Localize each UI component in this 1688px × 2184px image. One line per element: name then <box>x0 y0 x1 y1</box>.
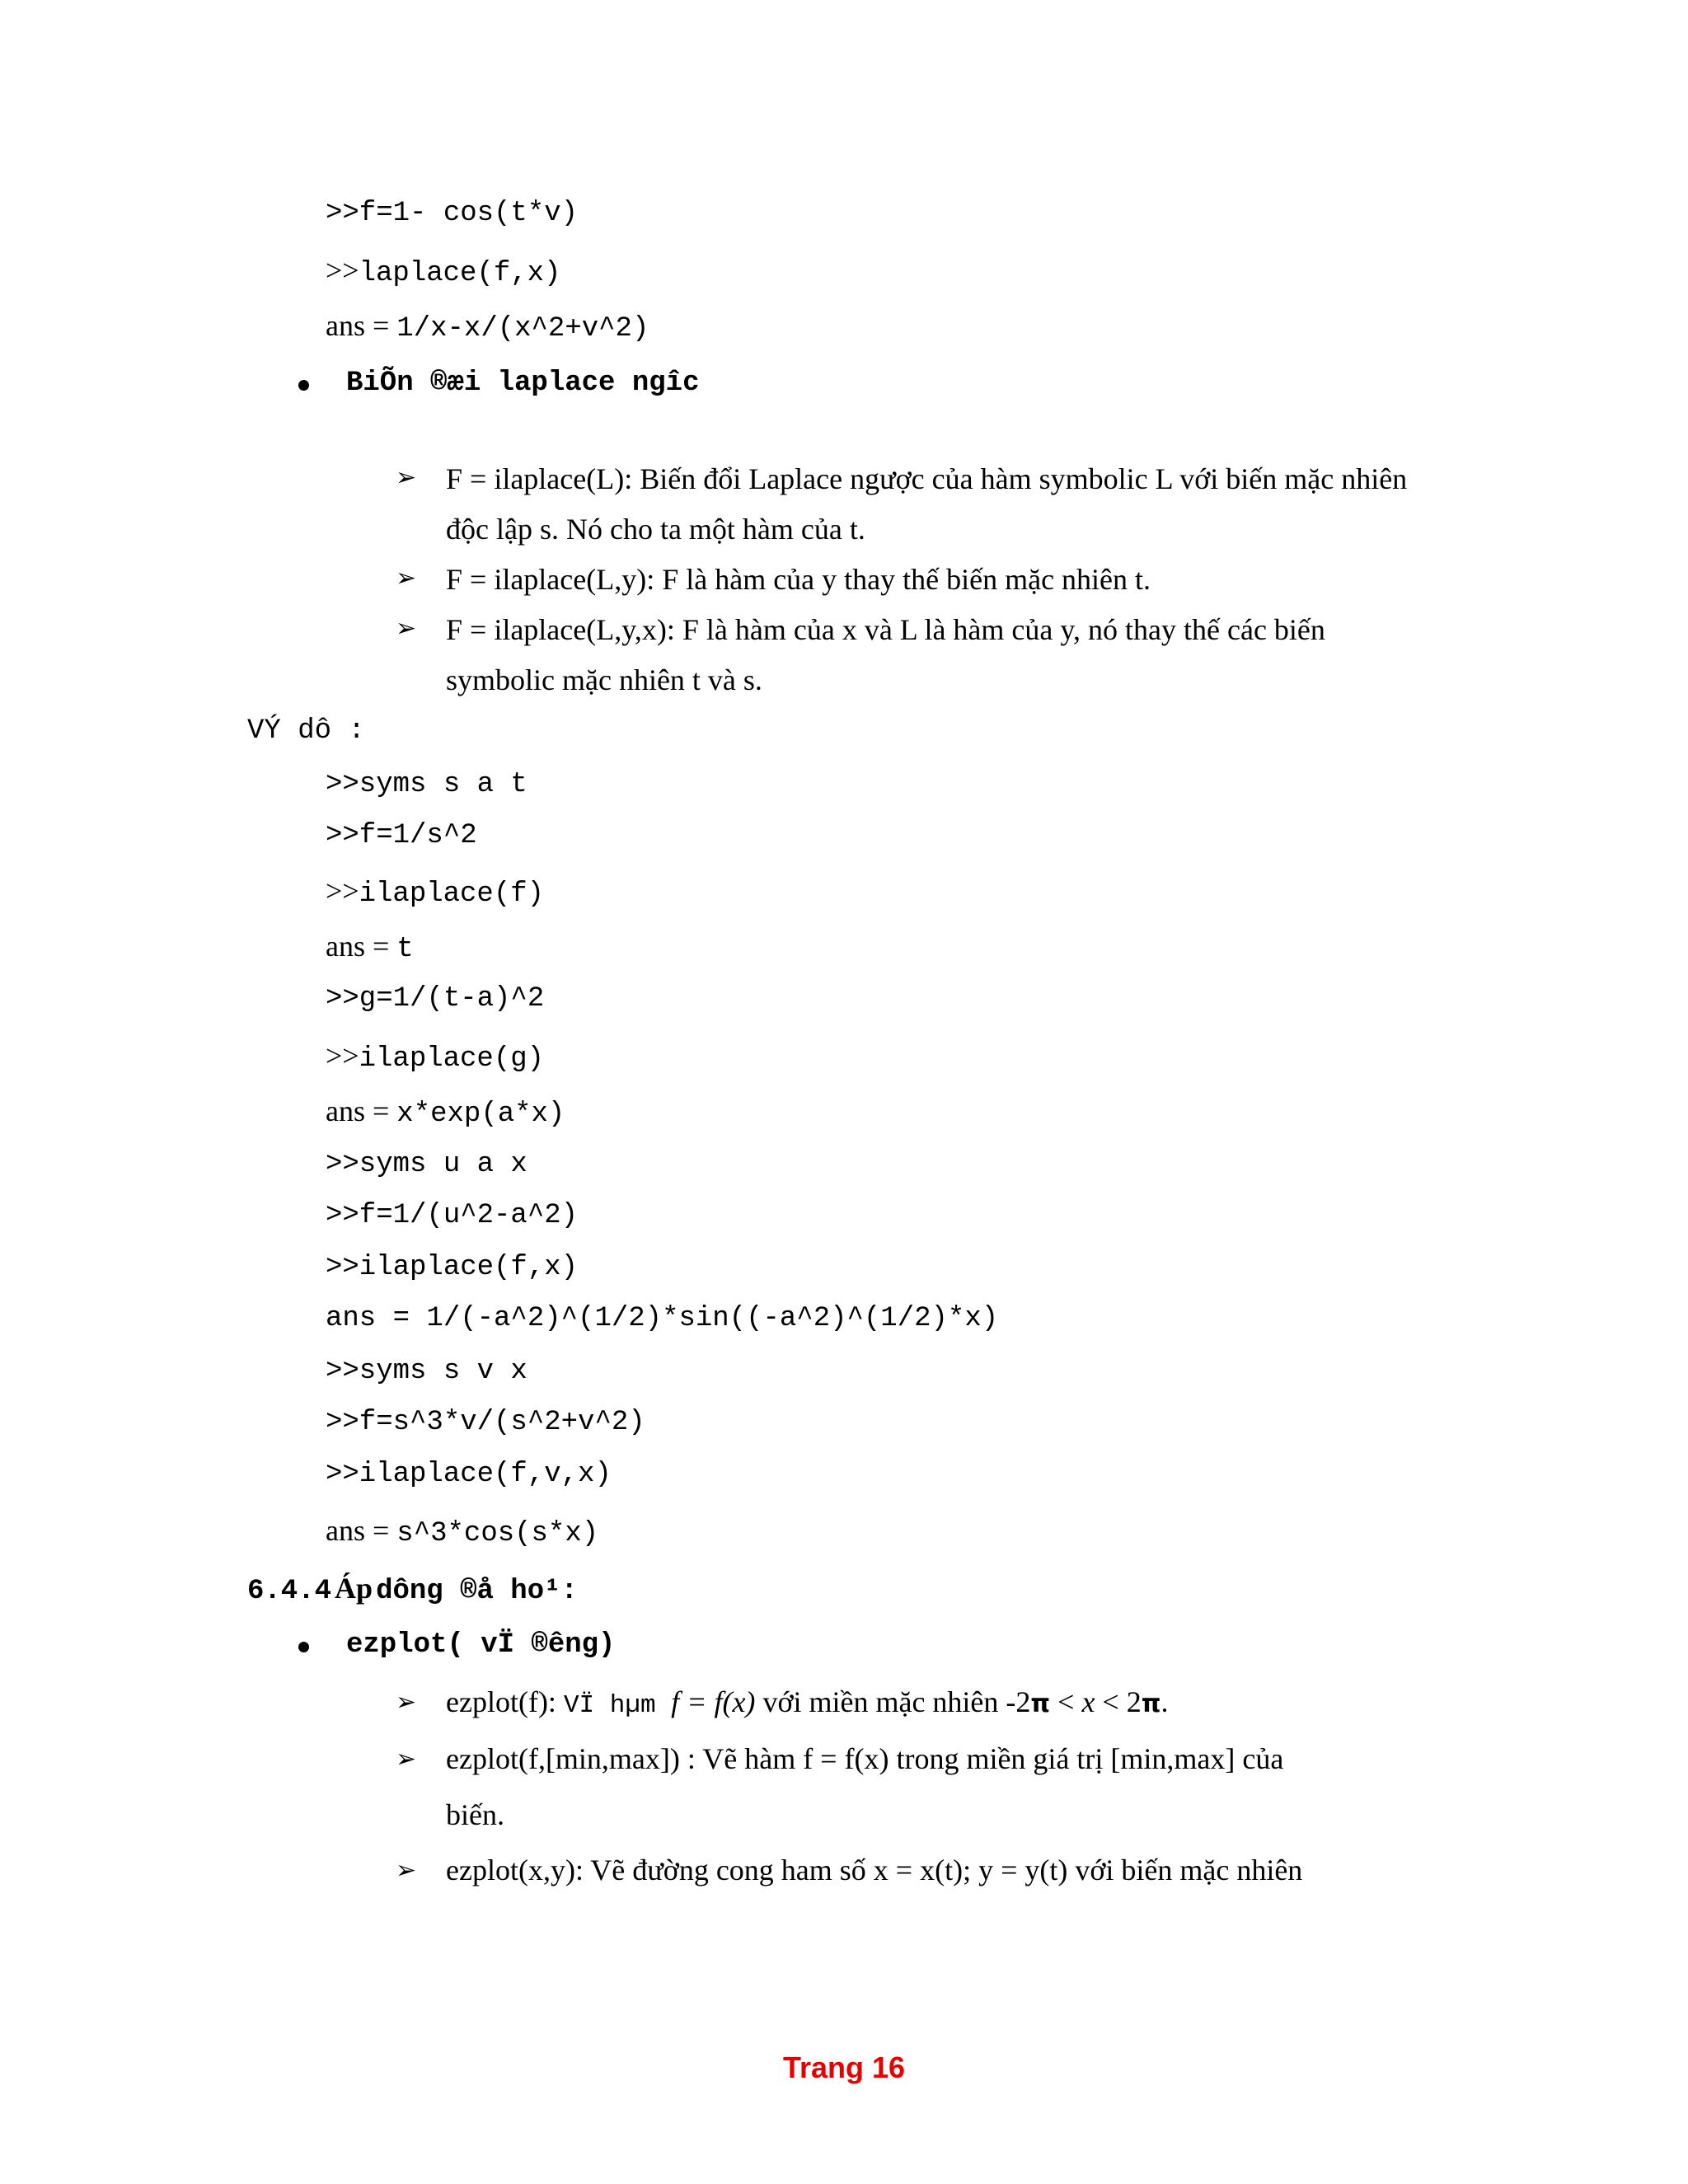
text-run: < <box>1050 1685 1082 1718</box>
code-line: >>f=s^3*v/(s^2+v^2) <box>326 1407 645 1438</box>
arrow-bullet-icon: ➢ <box>396 1856 417 1885</box>
ans-label: ans = <box>326 1094 397 1127</box>
command: laplace(f,x) <box>359 258 561 289</box>
prompt: >> <box>326 254 359 287</box>
arrow-bullet-icon: ➢ <box>396 614 417 643</box>
section-heading: BiÕn ®æi laplace ngîc <box>346 368 700 399</box>
list-item-line: F = ilaplace(L): Biến đổi Laplace ngược của hàm symbolic L với biến mặc nhiên <box>446 462 1408 495</box>
list-item-line: F = ilaplace(L,y): F là hàm của y thay thế biến mặc nhiên t. <box>446 563 1151 596</box>
code-line: >>syms s v x <box>326 1356 528 1387</box>
code-line <box>326 1038 544 1075</box>
text-run: f = f(x) <box>671 1685 756 1718</box>
code-line <box>326 874 544 910</box>
command: ilaplace(f) <box>359 879 545 910</box>
answer-line: ans = 1/(-a^2)^(1/2)*sin((-a^2)^(1/2)*x) <box>326 1303 999 1334</box>
code-line: >>ilaplace(f,x) <box>326 1252 579 1283</box>
text-run: VÏ hµm <box>563 1691 672 1720</box>
text-run: với miền mặc nhiên -2 <box>755 1685 1031 1718</box>
list-item-line: ezplot(f,[min,max]) : Vẽ hàm f = f(x) trong miền giá trị [min,max] của <box>446 1742 1284 1775</box>
code-line: >>f=1/s^2 <box>326 820 477 851</box>
list-item-line: độc lập s. Nó cho ta một hàm của t. <box>446 513 865 546</box>
arrow-bullet-icon: ➢ <box>396 564 417 593</box>
ans-value: x*exp(a*x) <box>396 1099 565 1130</box>
code-line: >>g=1/(t-a)^2 <box>326 983 545 1015</box>
text-run: < 2 <box>1095 1685 1142 1718</box>
ans-label: ans = <box>326 930 397 963</box>
answer-line <box>326 1094 565 1130</box>
text-run: ezplot(f): <box>446 1685 564 1718</box>
section-word: Áp <box>335 1572 373 1605</box>
code-line: >>syms s a t <box>326 769 528 800</box>
list-item-line <box>446 1685 1168 1720</box>
code-line <box>326 253 560 289</box>
text-run: x <box>1081 1685 1095 1718</box>
pi-symbol: π <box>1030 1690 1051 1718</box>
example-label: VÝ dô : <box>247 715 365 747</box>
code-line: >>f=1- cos(t*v) <box>326 198 579 229</box>
answer-line <box>326 308 649 344</box>
ans-value: 1/x-x/(x^2+v^2) <box>396 313 649 344</box>
code-line: >>f=1/(u^2-a^2) <box>326 1200 579 1231</box>
section-heading <box>247 1571 578 1607</box>
list-item-line: symbolic mặc nhiên t và s. <box>446 663 762 696</box>
list-item-line: biến. <box>446 1798 504 1831</box>
answer-line <box>326 1513 598 1549</box>
arrow-bullet-icon: ➢ <box>396 463 417 492</box>
list-item-line: F = ilaplace(L,y,x): F là hàm của x và L là hàm của y, nó thay thế các biến <box>446 613 1325 646</box>
answer-line <box>326 929 414 965</box>
ans-label: ans = <box>326 1514 397 1547</box>
prompt: >> <box>326 1039 359 1072</box>
section-number: 6.4.4 <box>247 1576 332 1607</box>
section-title: dông ®å ho¹: <box>376 1576 578 1607</box>
ans-value: t <box>396 934 414 965</box>
ans-label: ans = <box>326 309 397 342</box>
prompt: >> <box>326 874 359 907</box>
ans-value: s^3*cos(s*x) <box>396 1518 599 1549</box>
subsection-heading: ezplot( vÏ ®êng) <box>346 1629 616 1661</box>
pi-symbol: π <box>1141 1690 1161 1718</box>
list-item-line: ezplot(x,y): Vẽ đường cong ham số x = x(t); y = y(t) với biến mặc nhiên <box>446 1854 1303 1886</box>
bullet-icon <box>298 1642 309 1652</box>
arrow-bullet-icon: ➢ <box>396 1688 417 1717</box>
command: ilaplace(g) <box>359 1043 545 1075</box>
code-line: >>ilaplace(f,v,x) <box>326 1459 612 1490</box>
arrow-bullet-icon: ➢ <box>396 1745 417 1774</box>
bullet-icon <box>298 380 309 391</box>
page-number: Trang 16 <box>782 2050 906 2084</box>
code-line: >>syms u a x <box>326 1149 528 1180</box>
text-run: . <box>1160 1685 1169 1718</box>
